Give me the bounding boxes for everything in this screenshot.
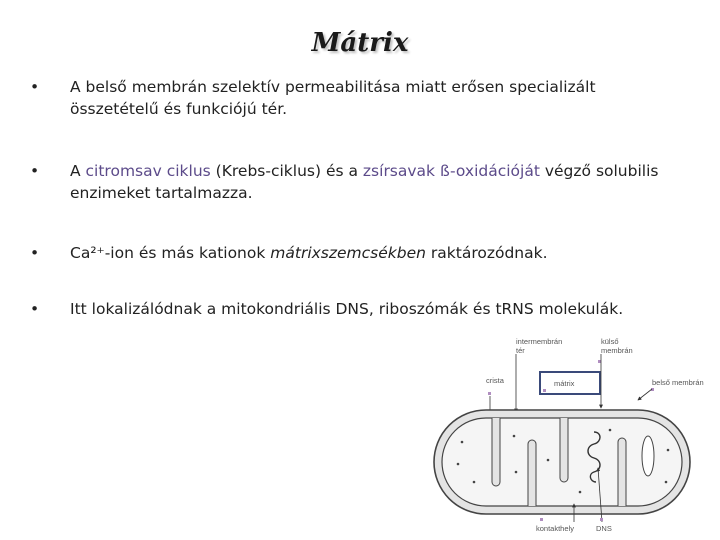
label-crista: crista (486, 376, 504, 385)
crista-tubule (642, 436, 654, 476)
bullet-text-post: raktározódnak. (425, 244, 548, 262)
ribosome-dot (579, 491, 582, 494)
bullet-text: Itt lokalizálódnak a mitokondriális DNS, riboszómák és tRNS molekulák. (70, 300, 624, 318)
label-inner-membrane: belső membrán (652, 378, 704, 387)
ribosome-dot (515, 471, 518, 474)
matrix-marker (543, 389, 546, 392)
inner-membrane-arrow (638, 389, 652, 400)
bullet-text-pre: Ca²⁺-ion és más kationok (70, 244, 271, 262)
ribosome-dot (665, 481, 668, 484)
outer-membrane-marker (598, 360, 601, 363)
term-citric-acid-cycle: citromsav ciklus (85, 162, 211, 180)
crista-fold (528, 440, 536, 506)
bullet-mitochondrial-dna (30, 298, 623, 320)
ribosome-dot (667, 449, 670, 452)
label-intermembrane-space-2: tér (516, 346, 525, 355)
crista-fold (560, 418, 568, 482)
label-contact-site: kontakthely (536, 524, 574, 533)
label-intermembrane-space: intermembrán (516, 337, 563, 346)
contact-site-marker (540, 518, 543, 521)
bullet-text-post: végző solubilis enzimeket tartalmazza. (70, 162, 659, 202)
term-matrix-granules: mátrixszemcsékben (270, 244, 426, 262)
label-outer-membrane-2: membrán (601, 346, 633, 355)
label-dna: DNS (596, 524, 612, 533)
bullet-marker: • (30, 244, 40, 262)
bullet-text-pre: A (70, 162, 86, 180)
ribosome-dot (609, 429, 612, 432)
bullet-text: A belső membrán szelektív permeabilitása miatt erősen specializált összetételű és funkciójú tér. (70, 78, 596, 118)
dna-marker (600, 518, 603, 521)
bullet-selective-permeability (30, 76, 680, 120)
page-title: Mátrix (311, 28, 409, 58)
bullet-text-mid: (Krebs-ciklus) és a (210, 162, 363, 180)
ribosome-dot (513, 435, 516, 438)
ribosome-dot (547, 459, 550, 462)
ribosome-dot (457, 463, 460, 466)
term-beta-oxidation: zsírsavak ß-oxidációját (362, 162, 540, 180)
mitochondrion (434, 410, 690, 514)
mitochondrion-diagram (430, 332, 720, 540)
ribosome-dot (461, 441, 464, 444)
bullet-marker: • (30, 162, 40, 180)
crista-fold (492, 418, 500, 486)
ribosome-dot (473, 481, 476, 484)
bullet-marker: • (30, 78, 40, 96)
bullet-krebs-cycle (30, 160, 680, 204)
label-matrix: mátrix (554, 379, 575, 388)
label-outer-membrane: külső (601, 337, 619, 346)
bullet-marker: • (30, 300, 40, 318)
crista-fold (618, 438, 626, 506)
bullet-calcium-storage (30, 242, 548, 264)
crista-marker (488, 392, 491, 395)
